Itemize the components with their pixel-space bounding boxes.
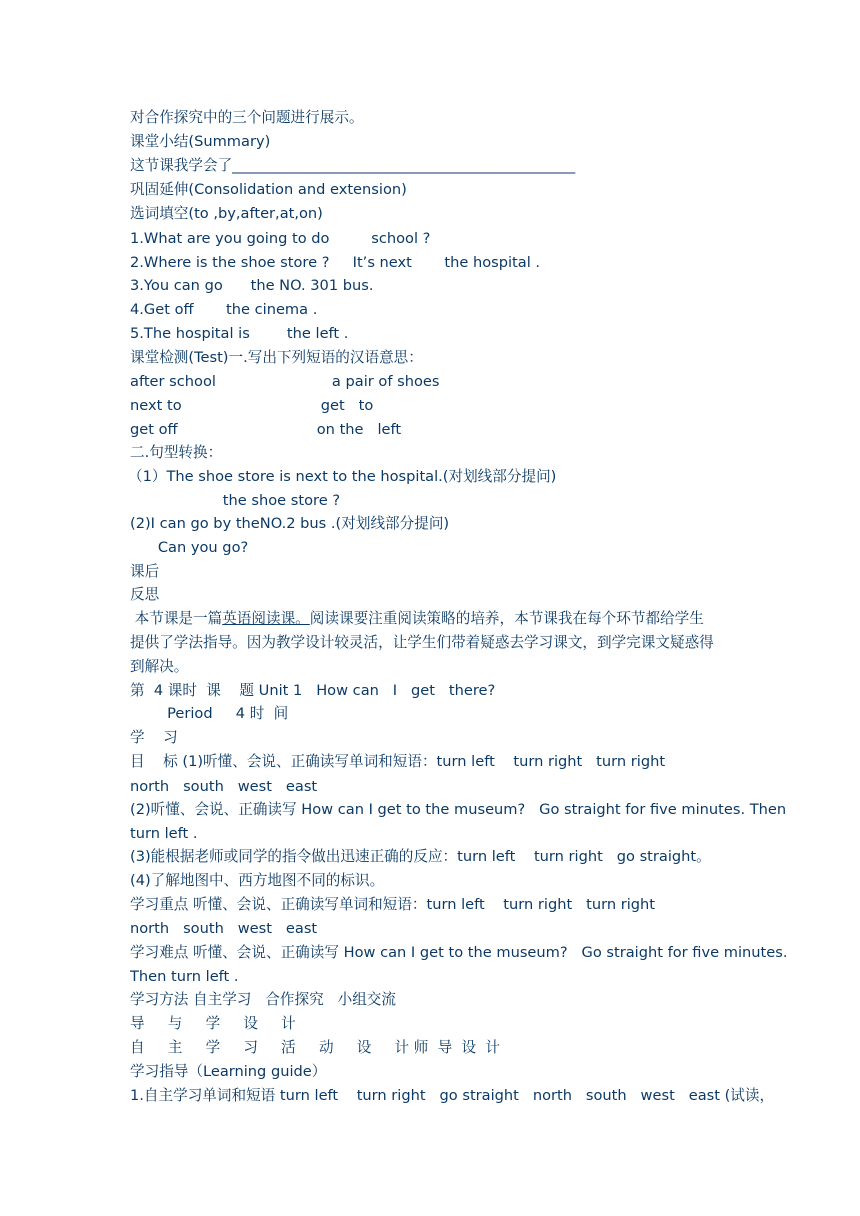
text-line: 这节课我学会了_______________________________________________ bbox=[130, 157, 576, 174]
underlined-text: 英语阅读课。 bbox=[222, 610, 310, 627]
text-line: 学 习 bbox=[130, 729, 178, 746]
exercise-item: 1.What are you going to do school ? bbox=[130, 230, 431, 247]
text-line: 学习重点 听懂、会说、正确读写单词和短语：turn left turn right turn right bbox=[130, 896, 656, 913]
text-line: (4)了解地图中、西方地图不同的标识。 bbox=[130, 872, 385, 889]
text-line: 选词填空(to ,by,after,at,on) bbox=[130, 205, 323, 222]
text-line: (2)I can go by theNO.2 bus .(对划线部分提问) bbox=[130, 515, 450, 532]
text-line: 目 标 (1)听懂、会说、正确读写单词和短语：turn left turn right turn right bbox=[130, 753, 666, 770]
section-heading-test: 课堂检测(Test)一.写出下列短语的汉语意思： bbox=[130, 349, 423, 366]
reflection-paragraph-line: 到解决。 bbox=[130, 658, 189, 675]
text-line: 学习难点 听懂、会说、正确读写 How can I get to the museum? Go straight for five minutes. bbox=[130, 944, 788, 961]
text-line: （1）The shoe store is next to the hospital.(对划线部分提问) bbox=[128, 468, 557, 485]
text-line: 反思 bbox=[130, 586, 160, 603]
section-heading-consolidation: 巩固延伸(Consolidation and extension) bbox=[130, 181, 407, 198]
reflection-paragraph-line: 提供了学法指导。因为教学设计较灵活，让学生们带着疑惑去学习课文，到学完课文疑惑得 bbox=[130, 634, 714, 651]
exercise-item: 2.Where is the shoe store ? It’s next the hospital . bbox=[130, 254, 541, 271]
lesson-title: 第 4 课时 课 题 Unit 1 How can I get there? bbox=[130, 682, 496, 699]
phrase-row: after school a pair of shoes bbox=[130, 373, 440, 390]
text-line: 对合作探究中的三个问题进行展示。 bbox=[130, 109, 364, 126]
exercise-item: 4.Get off the cinema . bbox=[130, 301, 318, 318]
text-span: 阅读课要注重阅读策略的培养，本节课我在每个环节都给学生 bbox=[309, 610, 704, 627]
text-line: 导 与 学 设 计 bbox=[130, 1015, 296, 1032]
phrase-row: next to get to bbox=[130, 397, 374, 414]
text-line: Period 4 时 间 bbox=[130, 705, 289, 722]
phrase-row: get off on the left bbox=[130, 421, 402, 438]
text-line: 自 主 学 习 活 动 设 计 师 导 设 计 bbox=[130, 1039, 500, 1056]
text-line: (2)听懂、会说、正确读写 How can I get to the museum? Go straight for five minutes. Then bbox=[130, 801, 787, 818]
section-heading-learning-guide: 学习指导（Learning guide） bbox=[130, 1063, 327, 1080]
text-line: turn left . bbox=[130, 825, 198, 842]
text-line: 二.句型转换： bbox=[130, 444, 223, 461]
reflection-paragraph-line bbox=[130, 609, 704, 629]
text-line: 课后 bbox=[130, 563, 160, 580]
text-line: Can you go? bbox=[130, 539, 249, 556]
text-line: north south west east bbox=[130, 920, 318, 937]
exercise-item: 3.You can go the NO. 301 bus. bbox=[130, 277, 374, 294]
text-line: the shoe store ? bbox=[130, 492, 341, 509]
text-line: north south west east bbox=[130, 778, 318, 795]
text-span: 本节课是一篇 bbox=[130, 610, 223, 627]
exercise-item: 5.The hospital is the left . bbox=[130, 325, 349, 342]
text-line: (3)能根据老师或同学的指令做出迅速正确的反应：turn left turn right go straight。 bbox=[130, 848, 711, 865]
text-line: 1.自主学习单词和短语 turn left turn right go straight north south west east (试读， bbox=[130, 1087, 775, 1104]
text-line: Then turn left . bbox=[130, 968, 239, 985]
text-line: 学习方法 自主学习 合作探究 小组交流 bbox=[130, 991, 396, 1008]
section-heading-summary: 课堂小结(Summary) bbox=[130, 133, 271, 150]
